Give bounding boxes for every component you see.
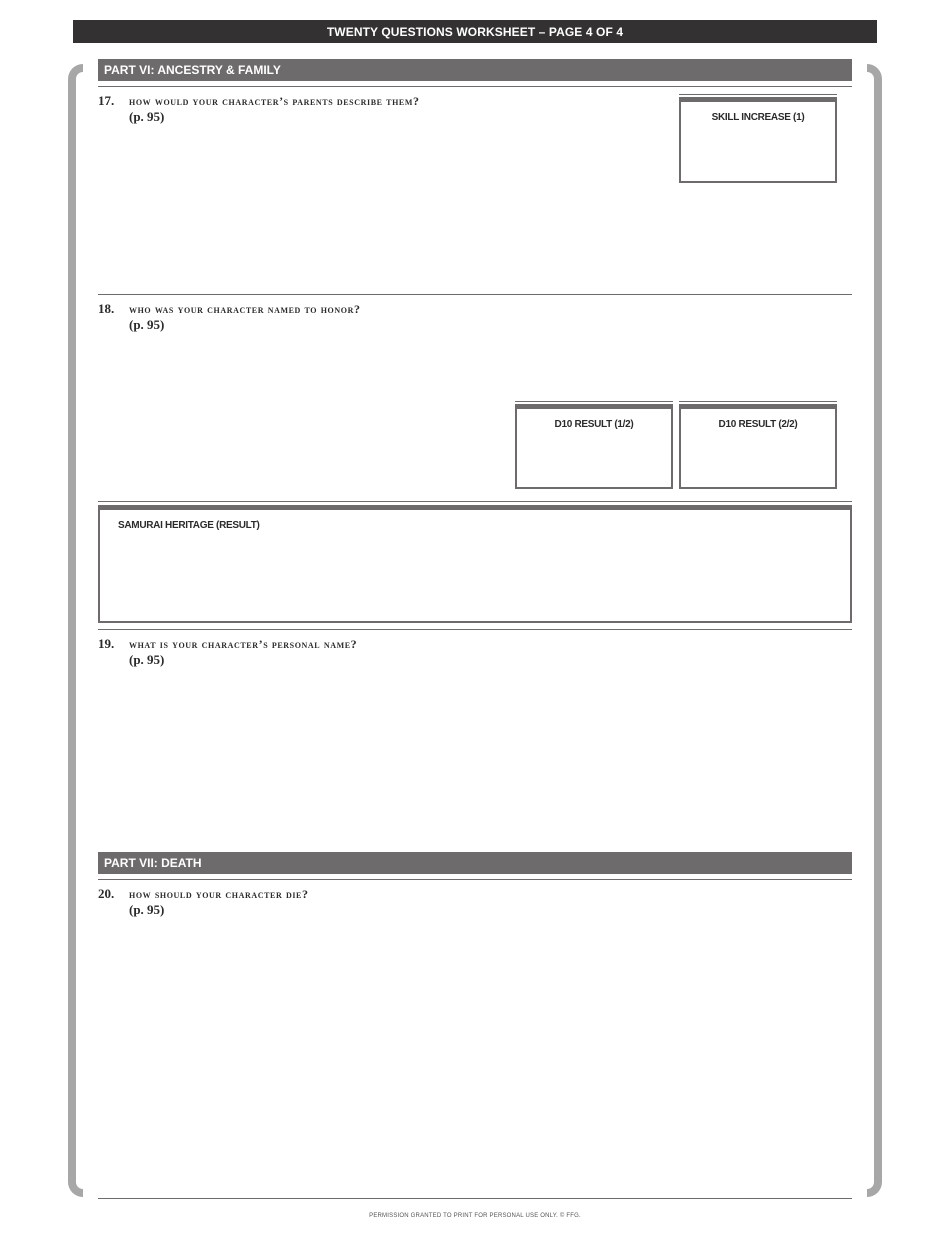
- skill-increase-box: [679, 94, 837, 183]
- question-19-text: what is your character’s personal name?: [129, 637, 358, 651]
- section-part-7-header: PART VII: DEATH: [98, 852, 852, 874]
- samurai-heritage-field[interactable]: [98, 510, 852, 623]
- page-header: TWENTY QUESTIONS WORKSHEET – PAGE 4 OF 4: [73, 20, 877, 43]
- samurai-heritage-box: [98, 505, 852, 623]
- right-bracket-decoration: [867, 64, 882, 1197]
- question-19-number: 19.: [98, 636, 115, 651]
- divider: [98, 294, 852, 295]
- d10-result-1-label: D10 RESULT (1/2): [554, 419, 634, 430]
- question-20-number: 20.: [98, 886, 115, 901]
- skill-increase-field[interactable]: [679, 102, 837, 183]
- d10-result-2-label: D10 RESULT (2/2): [718, 419, 798, 430]
- left-bracket-decoration: [68, 64, 83, 1197]
- section-part-6-header: PART VI: ANCESTRY & FAMILY: [98, 59, 852, 81]
- divider: [98, 86, 852, 87]
- divider: [98, 629, 852, 630]
- question-17-number: 17.: [98, 93, 115, 108]
- question-20-text: how should your character die?: [129, 887, 309, 901]
- question-19-page-ref: (p. 95): [129, 652, 165, 667]
- question-20-page-ref: (p. 95): [129, 902, 165, 917]
- d10-result-1-field[interactable]: [515, 409, 673, 489]
- bottom-divider: [98, 1198, 852, 1199]
- question-18-page-ref: (p. 95): [129, 317, 165, 332]
- d10-result-2-box: [679, 401, 837, 489]
- divider: [98, 501, 852, 502]
- question-18-text: who was your character named to honor?: [129, 302, 361, 316]
- footer-permission-text: PERMISSION GRANTED TO PRINT FOR PERSONAL USE ONLY. © FFG.: [369, 1213, 581, 1219]
- divider: [98, 879, 852, 880]
- skill-increase-label: SKILL INCREASE (1): [711, 112, 805, 123]
- d10-result-1-box: [515, 401, 673, 489]
- question-18-number: 18.: [98, 301, 115, 316]
- d10-result-2-field[interactable]: [679, 409, 837, 489]
- question-17-text: how would your character’s parents describe them?: [129, 94, 420, 108]
- samurai-heritage-label: SAMURAI HERITAGE (RESULT): [118, 520, 260, 531]
- question-17-page-ref: (p. 95): [129, 109, 165, 124]
